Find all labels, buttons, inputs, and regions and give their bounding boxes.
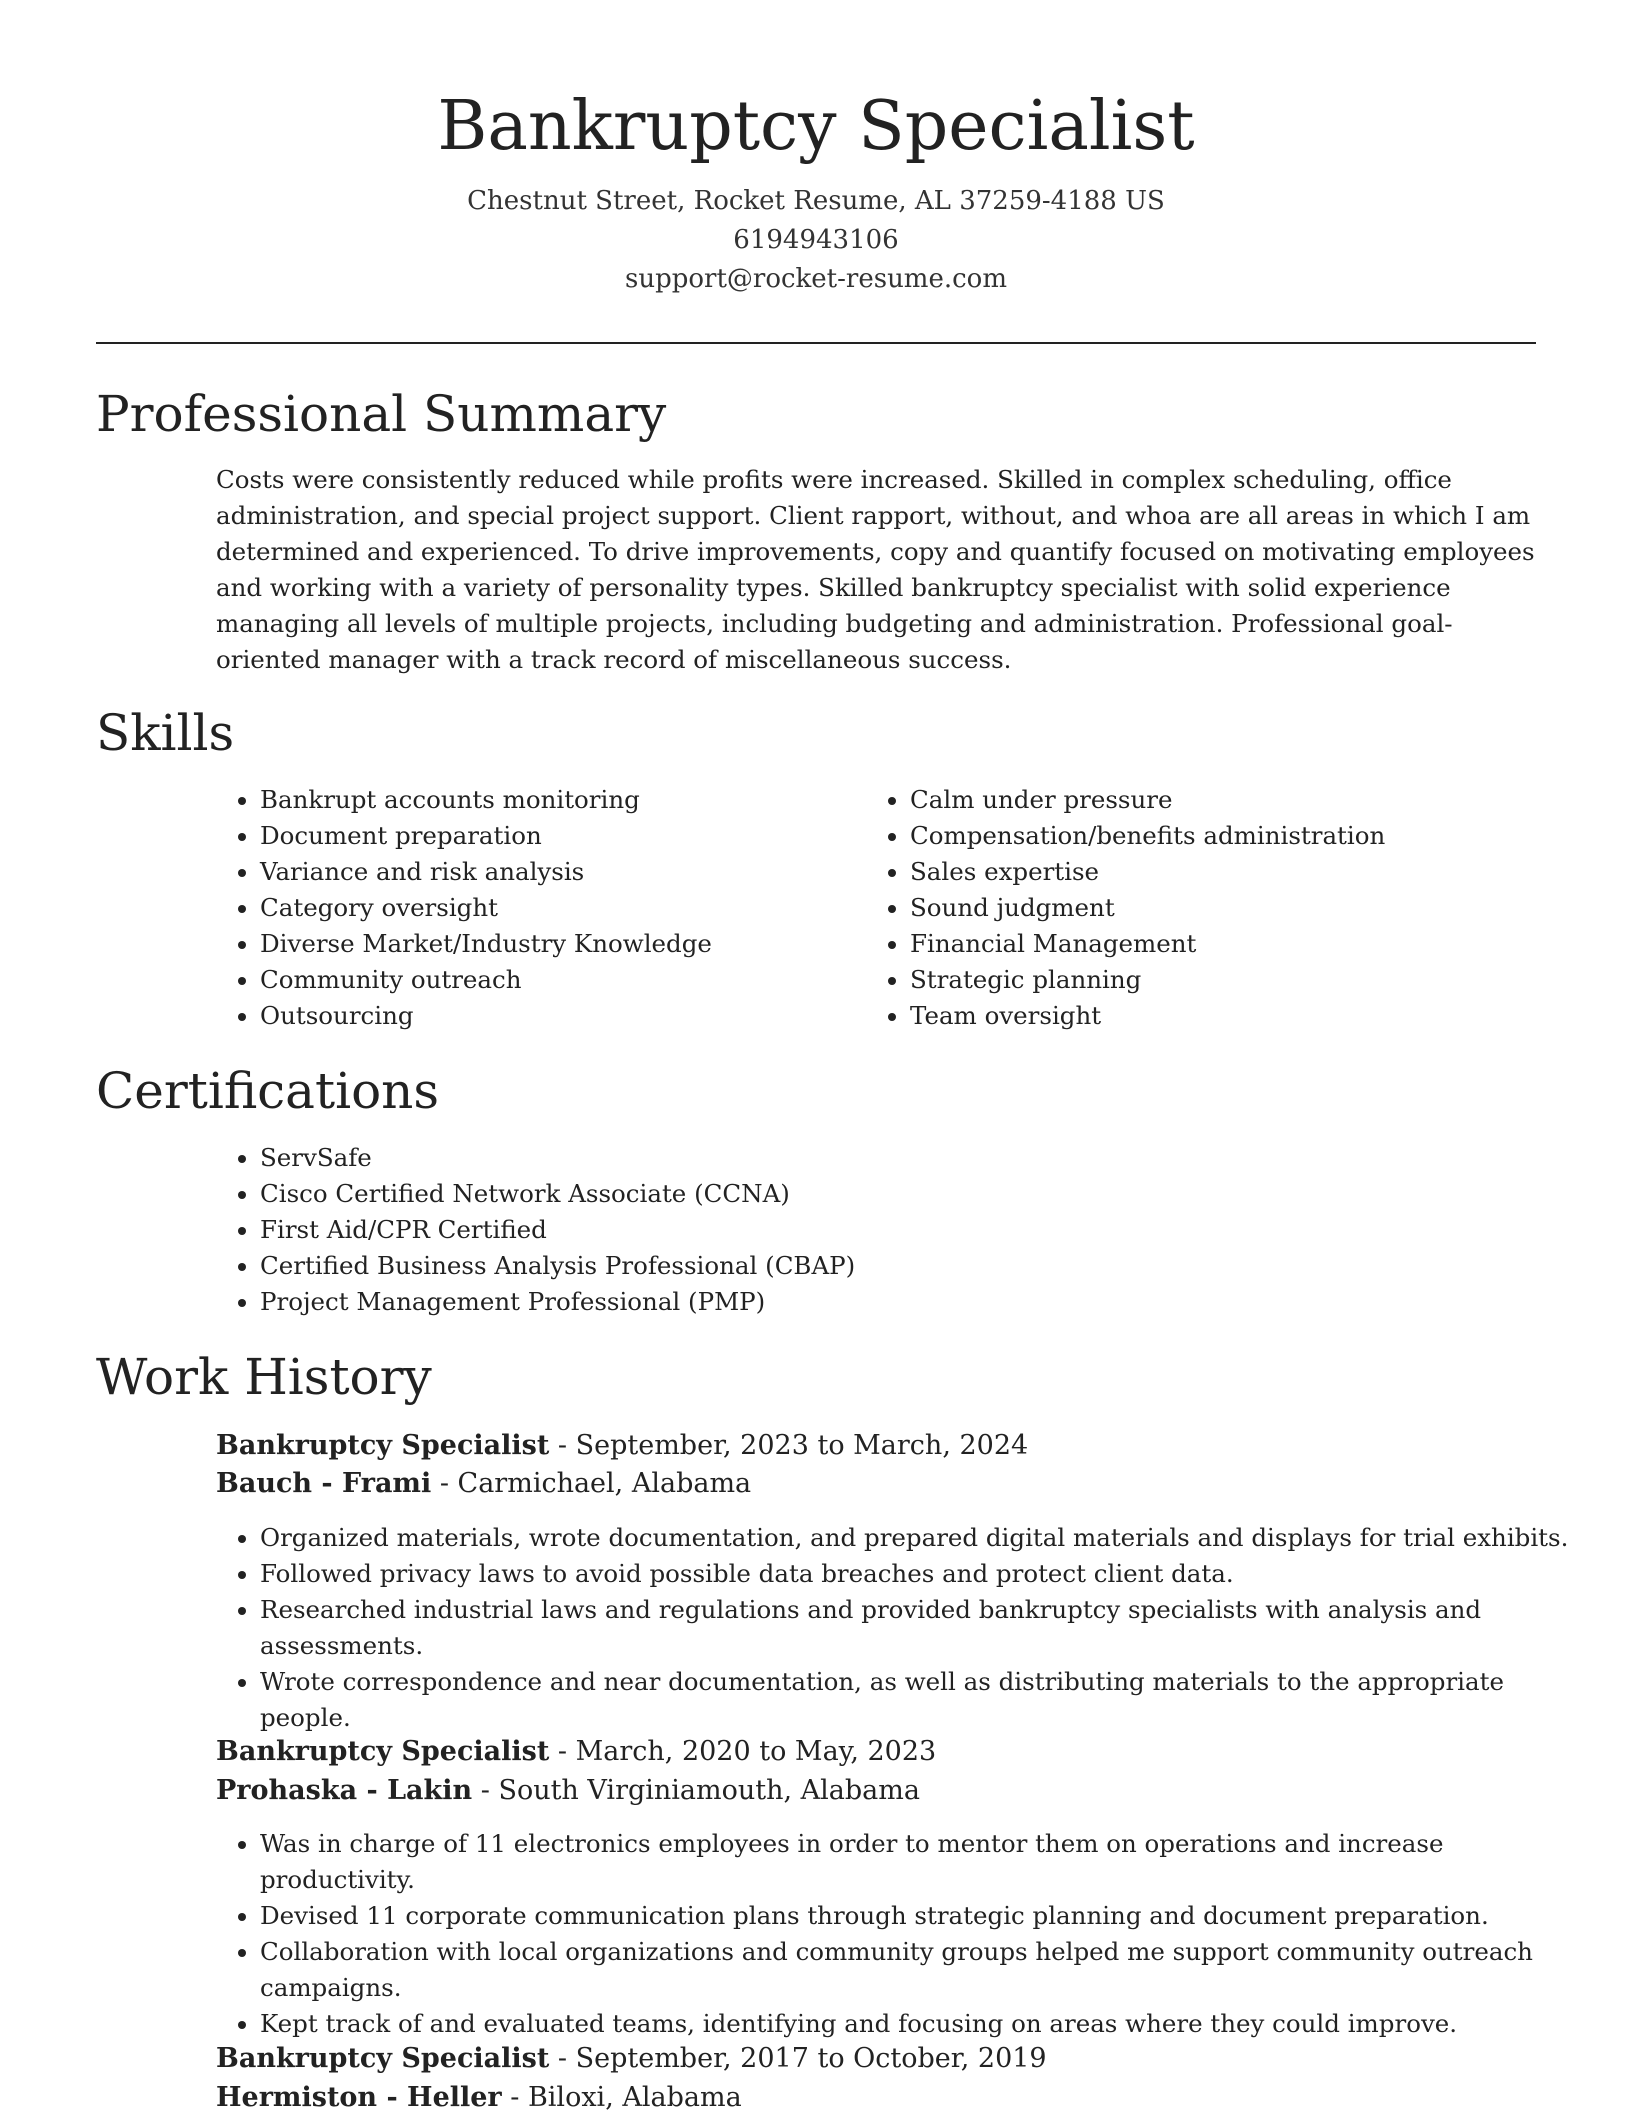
contact-phone: 6194943106 <box>733 225 899 255</box>
skills-list-left <box>216 782 860 1034</box>
summary-heading: Professional Summary <box>96 385 667 443</box>
skill-item: • Community outreach <box>260 962 860 998</box>
job-bullet: • Was in charge of 11 electronics employees in order to mentor them on operations and increase productivity. <box>260 1826 1580 1898</box>
job-dates: - March, 2020 to May, 2023 <box>549 1736 937 1767</box>
certifications-list <box>216 1140 1460 1320</box>
skill-item: • Outsourcing <box>260 998 860 1034</box>
job-company-line <box>216 2079 742 2117</box>
skill-item: • Variance and risk analysis <box>260 854 860 890</box>
job-company-line <box>216 1772 920 1810</box>
skill-item: • Category oversight <box>260 890 860 926</box>
job-role: Bankruptcy Specialist <box>216 2043 550 2074</box>
skills-list-right <box>866 782 1570 1034</box>
job-bullets <box>216 1826 1580 2042</box>
skill-item: • Team oversight <box>910 998 1570 1034</box>
job-title-line <box>216 2040 1047 2078</box>
contact-email: support@rocket-resume.com <box>624 264 1007 294</box>
job-title-line <box>216 1427 1028 1465</box>
candidate-name: Bankruptcy Specialist <box>437 87 1195 166</box>
skill-item: • Strategic planning <box>910 962 1570 998</box>
job-bullet: • Wrote correspondence and near documentation, as well as distributing materials to the appropriate people. <box>260 1664 1580 1736</box>
job-bullet: • Collaboration with local organizations and community groups helped me support community outreach campaigns. <box>260 1934 1580 2006</box>
skill-item: • Compensation/benefits administration <box>910 818 1570 854</box>
header-divider <box>96 342 1536 344</box>
certification-item: • ServSafe <box>260 1140 1460 1176</box>
certification-item: • Certified Business Analysis Professional (CBAP) <box>260 1248 1460 1284</box>
skill-item: • Bankrupt accounts monitoring <box>260 782 860 818</box>
job-company: Prohaska - Lakin <box>216 1775 473 1806</box>
job-company-line <box>216 1465 751 1503</box>
certification-item: • Cisco Certified Network Associate (CCNA) <box>260 1176 1460 1212</box>
skill-item: • Calm under pressure <box>910 782 1570 818</box>
job-dates: - September, 2017 to October, 2019 <box>549 2043 1047 2074</box>
certification-item: • Project Management Professional (PMP) <box>260 1284 1460 1320</box>
skill-item: • Financial Management <box>910 926 1570 962</box>
job-location: - Biloxi, Alabama <box>501 2082 742 2113</box>
skill-item: • Diverse Market/Industry Knowledge <box>260 926 860 962</box>
job-title-line <box>216 1733 936 1771</box>
job-dates: - September, 2023 to March, 2024 <box>549 1430 1029 1461</box>
certifications-heading: Certifications <box>96 1062 440 1120</box>
job-company: Bauch - Frami <box>216 1468 432 1499</box>
job-location: - South Virginiamouth, Alabama <box>472 1775 920 1806</box>
skills-heading: Skills <box>96 704 235 762</box>
skill-item: • Sales expertise <box>910 854 1570 890</box>
contact-address: Chestnut Street, Rocket Resume, AL 37259-4188 US <box>467 186 1165 216</box>
job-role: Bankruptcy Specialist <box>216 1430 550 1461</box>
job-bullets <box>216 1520 1580 1736</box>
job-company: Hermiston - Heller <box>216 2082 502 2113</box>
certification-item: • First Aid/CPR Certified <box>260 1212 1460 1248</box>
job-bullet: • Followed privacy laws to avoid possible data breaches and protect client data. <box>260 1556 1580 1592</box>
job-bullet: • Organized materials, wrote documentation, and prepared digital materials and displays for trial exhibits. <box>260 1520 1580 1556</box>
job-bullet: • Researched industrial laws and regulations and provided bankruptcy specialists with analysis and assessments. <box>260 1592 1580 1664</box>
job-bullet: • Kept track of and evaluated teams, identifying and focusing on areas where they could improve. <box>260 2006 1580 2042</box>
job-role: Bankruptcy Specialist <box>216 1736 550 1767</box>
skill-item: • Sound judgment <box>910 890 1570 926</box>
work-history-heading: Work History <box>96 1348 432 1406</box>
summary-text: Costs were consistently reduced while profits were increased. Skilled in complex scheduling, office administration, and special project support. Client rapport, without, and whoa are all areas in which I am determined and experienced. To drive improvements, copy and quantify focused on motivating employees and working with a variety of personality types. Skilled bankruptcy specialist with solid experience managing all levels of multiple projects, including budgeting and administration. Professional goal-oriented manager with a track record of miscellaneous success. <box>216 465 1535 674</box>
skill-item: • Document preparation <box>260 818 860 854</box>
resume-header <box>96 82 1536 299</box>
job-location: - Carmichael, Alabama <box>431 1468 752 1499</box>
job-bullet: • Devised 11 corporate communication plans through strategic planning and document preparation. <box>260 1898 1580 1934</box>
